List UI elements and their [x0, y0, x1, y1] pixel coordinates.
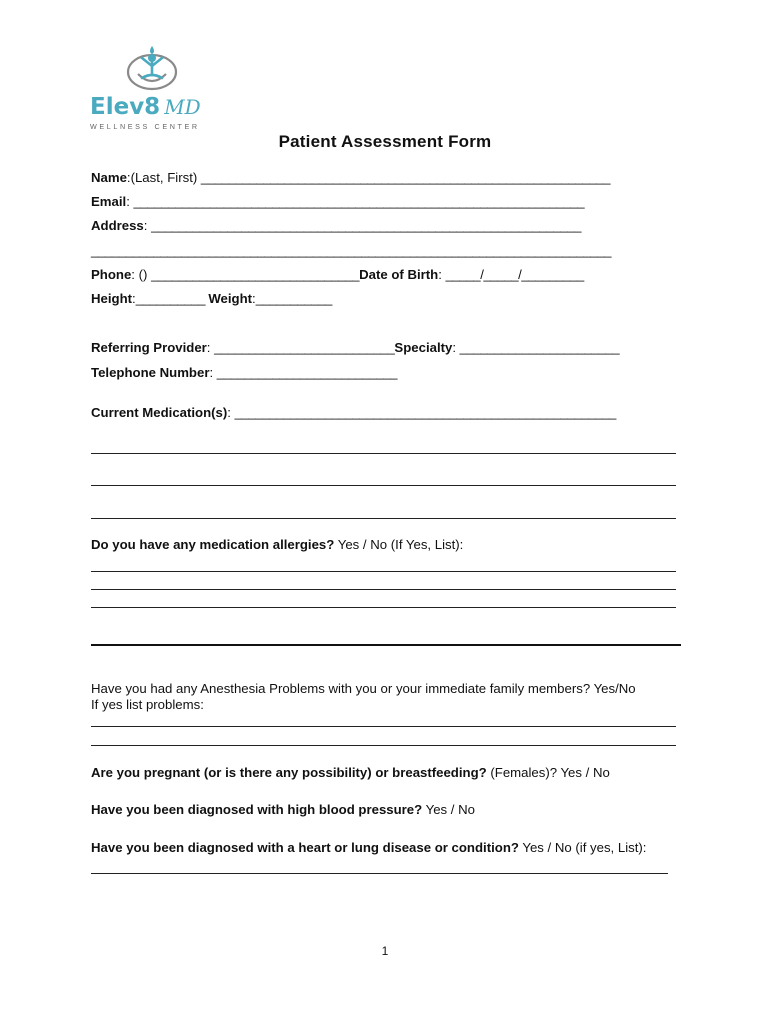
anesthesia-line-1[interactable]	[91, 726, 676, 727]
weight-field[interactable]: ___________	[255, 291, 332, 306]
address-line-2[interactable]: ___________________________________________________________________________	[91, 243, 612, 258]
allergies-question: Do you have any medication allergies? Yes / No (If Yes, List):	[91, 537, 464, 552]
medications-field[interactable]: Current Medication(s): _______________________________________________________	[91, 405, 616, 420]
logo-subtitle: WELLNESS CENTER	[90, 122, 200, 131]
anesthesia-followup: If yes list problems:	[91, 697, 204, 712]
address-field[interactable]: Address: ______________________________________________________________	[91, 218, 582, 233]
phone-field[interactable]: ______________________________	[151, 267, 360, 282]
phone-label: Phone	[91, 267, 132, 282]
heart-lung-question: Have you been diagnosed with a heart or lung disease or condition? Yes / No (if yes, List):	[91, 840, 647, 855]
phone-dob-row[interactable]: Phone: () ______________________________Date of Birth: _____/_____/_________	[91, 267, 584, 282]
allergies-line-3[interactable]	[91, 607, 676, 608]
medications-line-1[interactable]	[91, 453, 676, 454]
specialty-field[interactable]: _______________________	[459, 340, 620, 355]
referring-provider-field[interactable]: __________________________	[214, 340, 395, 355]
medications-line-2[interactable]	[91, 485, 676, 486]
dob-field[interactable]: _____/_____/_________	[445, 267, 584, 282]
email-field[interactable]: Email: _________________________________________________________________	[91, 194, 585, 209]
telephone-number-field[interactable]: Telephone Number: __________________________	[91, 365, 398, 380]
clinic-logo	[88, 44, 218, 134]
medications-line-3[interactable]	[91, 518, 676, 519]
blood-pressure-question: Have you been diagnosed with high blood pressure? Yes / No	[91, 802, 475, 817]
section-divider	[91, 644, 681, 646]
page-number: 1	[381, 944, 389, 958]
name-field[interactable]: Name:(Last, First) ___________________________________________________________	[91, 170, 611, 185]
anesthesia-question: Have you had any Anesthesia Problems with you or your immediate family members? Yes/No	[91, 681, 636, 696]
form-title: Patient Assessment Form	[278, 132, 492, 151]
logo-wordmark: Elev8 MD	[90, 94, 201, 120]
anesthesia-line-2[interactable]	[91, 745, 676, 746]
meditation-figure-icon	[124, 44, 180, 94]
referring-specialty-row[interactable]: Referring Provider: __________________________Specialty: _______________________	[91, 340, 620, 355]
height-field[interactable]: __________	[135, 291, 209, 306]
dob-label: Date of Birth	[359, 267, 439, 282]
height-weight-row[interactable]: Height:__________ Weight:___________	[91, 291, 332, 306]
allergies-line-2[interactable]	[91, 589, 676, 590]
pregnancy-question: Are you pregnant (or is there any possibility) or breastfeeding? (Females)? Yes / No	[91, 765, 610, 780]
heart-lung-line-1[interactable]	[91, 873, 668, 874]
allergies-line-1[interactable]	[91, 571, 676, 572]
